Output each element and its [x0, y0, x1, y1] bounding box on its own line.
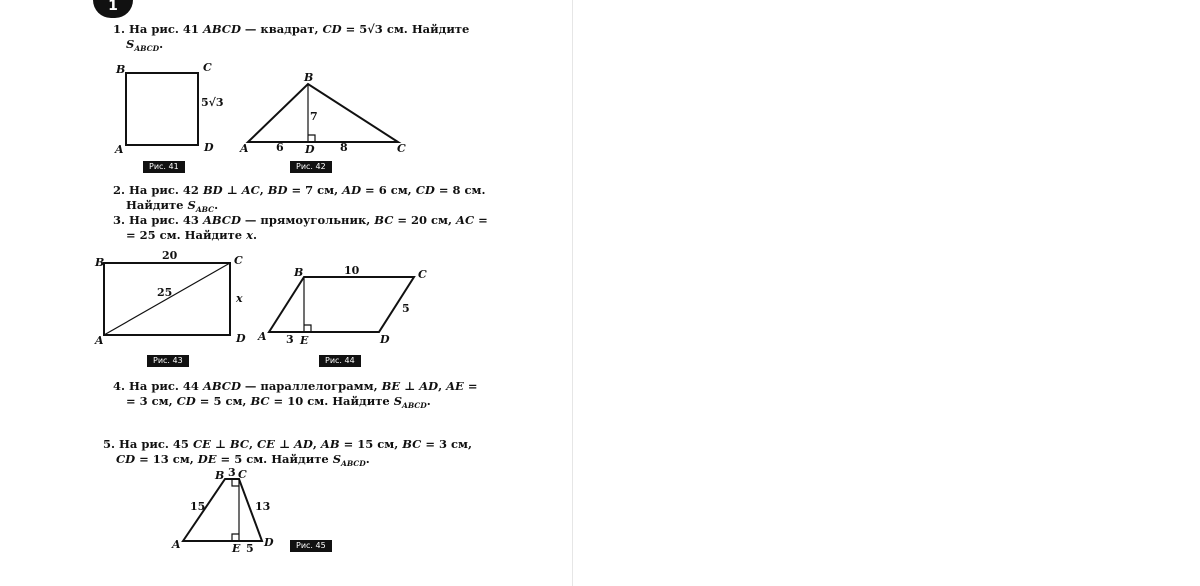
vertex-c: C	[418, 268, 427, 281]
task-text: S	[126, 37, 135, 51]
task-text: = 3 см,	[421, 437, 472, 451]
task-text: = 20 см,	[393, 213, 457, 227]
task-text: CD	[176, 394, 196, 408]
task-text: AC	[456, 213, 475, 227]
task-number: 3.	[113, 213, 126, 227]
task-text: На рис. 41	[129, 22, 203, 36]
task-text: ,	[438, 379, 447, 393]
top-label: 20	[162, 249, 178, 262]
task-text: AD	[419, 379, 439, 393]
task-text: DE	[197, 452, 217, 466]
cd-label: 13	[255, 500, 271, 513]
side-label: x	[236, 292, 243, 305]
textbook-page	[0, 0, 573, 586]
side-label: 5√3	[201, 96, 224, 109]
figure-45	[0, 0, 572, 586]
task-text: BC	[374, 213, 394, 227]
vertex-d: D	[380, 333, 390, 346]
task-text: ABC	[195, 205, 215, 214]
task-text: .	[253, 228, 258, 242]
ed-label: 5	[246, 542, 254, 555]
task-text: .	[214, 198, 219, 212]
vertex-e: E	[232, 542, 241, 555]
top-label: 10	[344, 264, 360, 277]
task-text: .	[426, 394, 431, 408]
ad-label: 6	[276, 141, 284, 154]
task-text: = 6 см,	[361, 183, 416, 197]
task-text: CD	[415, 183, 435, 197]
task-text: S	[332, 452, 341, 466]
task-text: CE	[257, 437, 275, 451]
task-text: ,	[312, 437, 321, 451]
task-number: 5.	[103, 437, 116, 451]
vertex-a: A	[240, 142, 249, 155]
vertex-d: D	[305, 143, 315, 156]
task-text: CD	[116, 452, 136, 466]
vertex-b: B	[116, 63, 126, 76]
task-text: — прямоугольник,	[240, 213, 375, 227]
task-text: На рис. 45	[119, 437, 193, 451]
task-text: На рис. 42	[129, 183, 203, 197]
task-text: .	[159, 37, 164, 51]
vertex-d: D	[236, 332, 246, 345]
vertex-e: E	[300, 334, 309, 347]
task-text: ⊥	[210, 437, 230, 451]
vertex-b: B	[215, 469, 225, 482]
task-number: 4.	[113, 379, 126, 393]
task-text: BC	[229, 437, 249, 451]
figure-43-caption: Рис. 43	[147, 355, 189, 367]
vertex-a: A	[258, 330, 267, 343]
vertex-a: A	[95, 334, 104, 347]
task-text: BC	[250, 394, 270, 408]
figure-45-caption: Рис. 45	[290, 540, 332, 552]
vertex-d: D	[264, 536, 274, 549]
page-number: 1	[108, 0, 118, 14]
task-text: — параллелограмм,	[240, 379, 382, 393]
task-text: = 5 см. Найдите	[216, 452, 333, 466]
side-label: 5	[402, 302, 410, 315]
task-text: = 7 см,	[287, 183, 343, 197]
vertex-b: B	[304, 71, 314, 84]
task-text: ABCD	[202, 213, 241, 227]
task-text: =	[474, 213, 488, 227]
task-text: AB	[320, 437, 340, 451]
task-text: ABCD	[202, 379, 241, 393]
task-text: BE	[381, 379, 401, 393]
right-angle-mark-bottom	[232, 534, 239, 541]
task-text: ABCD	[202, 22, 241, 36]
vertex-c: C	[234, 254, 243, 267]
task-text: CE	[192, 437, 211, 451]
vertex-d: D	[204, 141, 214, 154]
ae-label: 3	[286, 333, 294, 346]
task-text: ⊥	[274, 437, 294, 451]
task-text: CD	[322, 22, 342, 36]
task-text: = 8 см.	[434, 183, 486, 197]
task-text: ⊥	[400, 379, 420, 393]
task-text: = 10 см. Найдите	[269, 394, 394, 408]
task-text: AD	[342, 183, 362, 197]
task-text: AD	[293, 437, 313, 451]
dc-label: 8	[340, 141, 348, 154]
vertex-b: B	[95, 256, 105, 269]
task-text: .	[365, 452, 370, 466]
task-text: ,	[259, 183, 268, 197]
task-text: BD	[267, 183, 288, 197]
task-number: 1.	[113, 22, 126, 36]
vertex-c: C	[203, 61, 212, 74]
task-text: На рис. 43	[129, 213, 203, 227]
vertex-c: C	[238, 468, 247, 481]
task-text: AE	[446, 379, 464, 393]
task-text: = 3 см,	[126, 394, 177, 408]
task-text: — квадрат,	[240, 22, 323, 36]
height-label: 7	[310, 110, 318, 123]
task-text: ABCD	[134, 44, 160, 53]
task-text: BC	[402, 437, 422, 451]
task-text: = 5√3 см. Найдите	[341, 22, 470, 36]
vertex-b: B	[294, 266, 304, 279]
figure-41-caption: Рис. 41	[143, 161, 185, 173]
task-text: ⊥	[222, 183, 242, 197]
task-text: = 25 см. Найдите	[126, 228, 247, 242]
task-text: Найдите	[126, 198, 188, 212]
task-text: = 13 см,	[135, 452, 198, 466]
task-number: 2.	[113, 183, 126, 197]
task-text: AC	[241, 183, 260, 197]
task-text: = 5 см,	[195, 394, 251, 408]
diagonal-label: 25	[157, 286, 173, 299]
task-text: ,	[249, 437, 258, 451]
task-text: S	[393, 394, 402, 408]
task-text: =	[463, 379, 478, 393]
task-text: ABCD	[402, 401, 427, 410]
task-text: ABCD	[341, 459, 366, 468]
task-text: На рис. 44	[129, 379, 203, 393]
figure-42-caption: Рис. 42	[290, 161, 332, 173]
task-text: S	[187, 198, 196, 212]
bc-label: 3	[228, 466, 236, 479]
ab-label: 15	[190, 500, 206, 513]
task-text: x	[246, 228, 253, 242]
task-text: = 15 см,	[339, 437, 403, 451]
vertex-a: A	[115, 143, 124, 156]
task-text: BD	[202, 183, 223, 197]
vertex-c: C	[397, 142, 406, 155]
vertex-a: A	[172, 538, 181, 551]
figure-44-caption: Рис. 44	[319, 355, 361, 367]
